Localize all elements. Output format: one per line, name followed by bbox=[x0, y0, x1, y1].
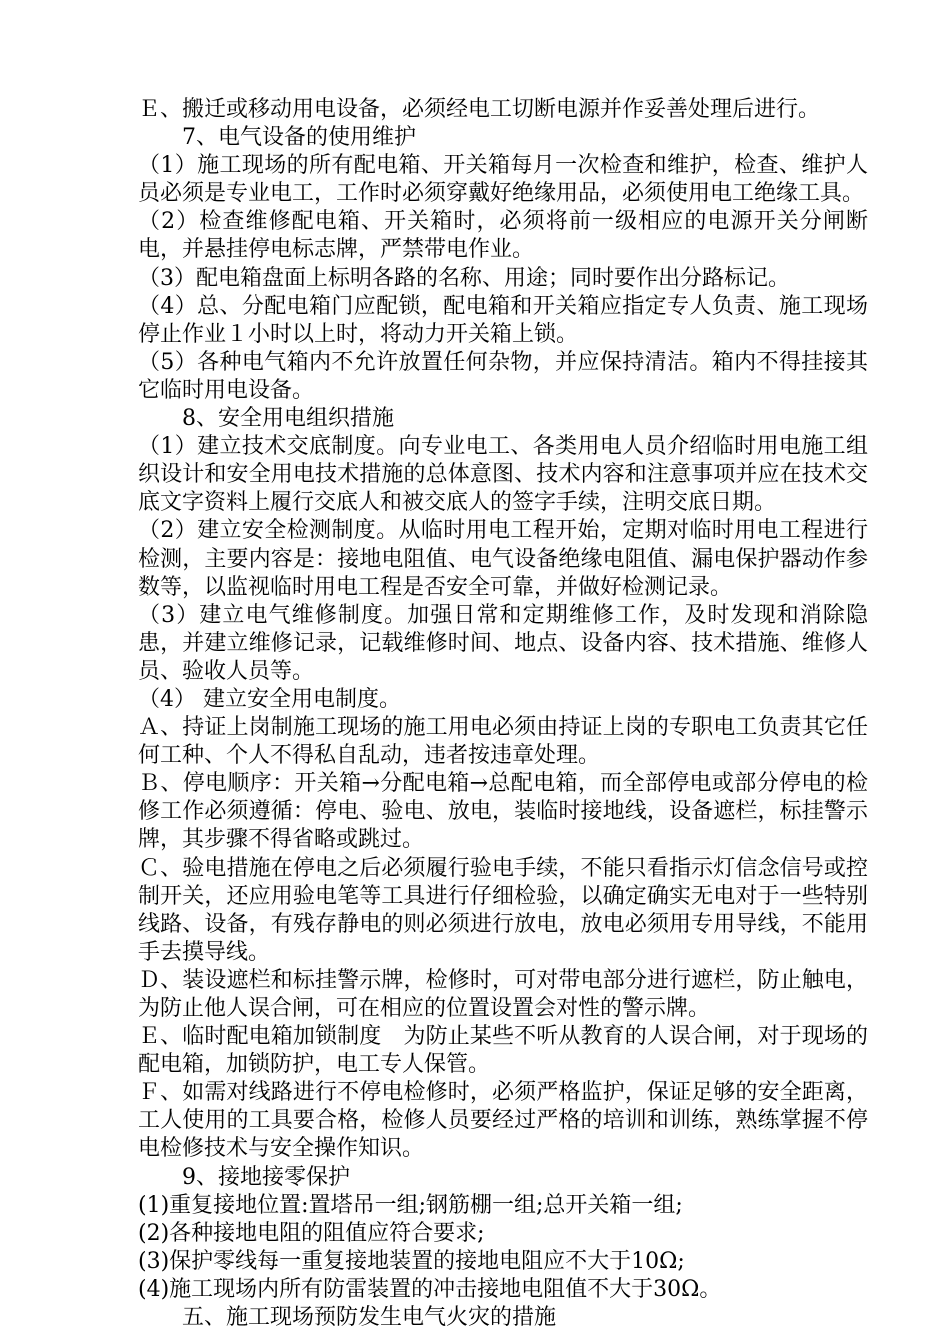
paragraph-organization-4: （4） 建立安全用电制度。 bbox=[138, 686, 401, 712]
paragraph-relocation-equipment: Ｅ、搬迁或移动用电设备，必须经电工切断电源并作妥善处理后进行。 bbox=[138, 97, 821, 122]
section-heading-9: 9、接地接零保护 bbox=[182, 1164, 350, 1190]
document-page bbox=[138, 96, 868, 1332]
section-heading-8: 8、安全用电组织措施 bbox=[182, 406, 394, 432]
paragraph-grounding-1: (1)重复接地位置:置塔吊一组;钢筋棚一组;总开关箱一组; bbox=[138, 1192, 683, 1218]
paragraph-grounding-2: (2)各种接地电阻的阻值应符合要求; bbox=[138, 1220, 485, 1246]
paragraph-maintenance-1: （1）施工现场的所有配电箱、开关箱每月一次检查和维护，检查、维护人员必须是专业电工，工作时必须穿戴好绝缘用品，必须使用电工绝缘工具。 bbox=[138, 153, 868, 207]
paragraph-rule-f: Ｆ、如需对线路进行不停电检修时，必须严格监护，保证足够的安全距离，工人使用的工具要合格，检修人员要经过严格的培训和训练，熟练掌握不停电检修技术与安全操作知识。 bbox=[138, 1080, 868, 1162]
paragraph-maintenance-3: （3）配电箱盘面上标明各路的名称、用途；同时要作出分路标记。 bbox=[138, 265, 790, 291]
paragraph-rule-d: Ｄ、装设遮栏和标挂警示牌，检修时，可对带电部分进行遮栏，防止触电，为防止他人误合闸，可在相应的位置设置会对性的警示牌。 bbox=[138, 967, 868, 1021]
paragraph-rule-b: Ｂ、停电顺序：开关箱→分配电箱→总配电箱，而全部停电或部分停电的检修工作必须遵循：停电、验电、放电，装临时接地线，设备遮栏，标挂警示牌，其步骤不得省略或跳过。 bbox=[138, 771, 868, 853]
section-heading-5: 五、施工现场预防发生电气火灾的措施 bbox=[182, 1305, 557, 1331]
paragraph-grounding-4: (4)施工现场内所有防雷装置的冲击接地电阻值不大于30Ω。 bbox=[138, 1276, 722, 1302]
paragraph-organization-2: （2）建立安全检测制度。从临时用电工程开始，定期对临时用电工程进行检测，主要内容是：接地电阻值、电气设备绝缘电阻值、漏电保护器动作参数等，以监视临时用电工程是否安全可靠，并做好检测记录。 bbox=[138, 518, 868, 600]
paragraph-grounding-3: (3)保护零线每一重复接地装置的接地电阻应不大于10Ω; bbox=[138, 1248, 685, 1274]
section-heading-7: 7、电气设备的使用维护 bbox=[182, 125, 416, 151]
paragraph-rule-a: Ａ、持证上岗制施工现场的施工用电必须由持证上岗的专职电工负责其它任何工种、个人不得私自乱动，违者按违章处理。 bbox=[138, 715, 868, 769]
paragraph-organization-1: （1）建立技术交底制度。向专业电工、各类用电人员介绍临时用电施工组织设计和安全用电技术措施的总体意图、技术内容和注意事项并应在技术交底文字资料上履行交底人和被交底人的签字手续，注明交底日期。 bbox=[138, 434, 868, 516]
paragraph-maintenance-5: （5）各种电气箱内不允许放置任何杂物，并应保持清洁。箱内不得挂接其它临时用电设备。 bbox=[138, 349, 868, 403]
paragraph-organization-3: （3）建立电气维修制度。加强日常和定期维修工作，及时发现和消除隐患，并建立维修记录，记载维修时间、地点、设备内容、技术措施、维修人员、验收人员等。 bbox=[138, 602, 868, 684]
paragraph-rule-c: Ｃ、验电措施在停电之后必须履行验电手续，不能只看指示灯信念信号或控制开关，还应用验电笔等工具进行仔细检验，以确定确实无电对于一些特别线路、设备，有残存静电的则必须进行放电，放电必须用专用导线，不能用手去摸导线。 bbox=[138, 855, 868, 965]
paragraph-maintenance-4: （4）总、分配电箱门应配锁，配电箱和开关箱应指定专人负责、施工现场停止作业１小时以上时，将动力开关箱上锁。 bbox=[138, 293, 868, 347]
paragraph-maintenance-2: （2）检查维修配电箱、开关箱时，必须将前一级相应的电源开关分闸断电，并悬挂停电标志牌，严禁带电作业。 bbox=[138, 209, 868, 263]
paragraph-rule-e: Ｅ、临时配电箱加锁制度 为防止某些不听从教育的人误合闸，对于现场的配电箱，加锁防护，电工专人保管。 bbox=[138, 1024, 868, 1078]
